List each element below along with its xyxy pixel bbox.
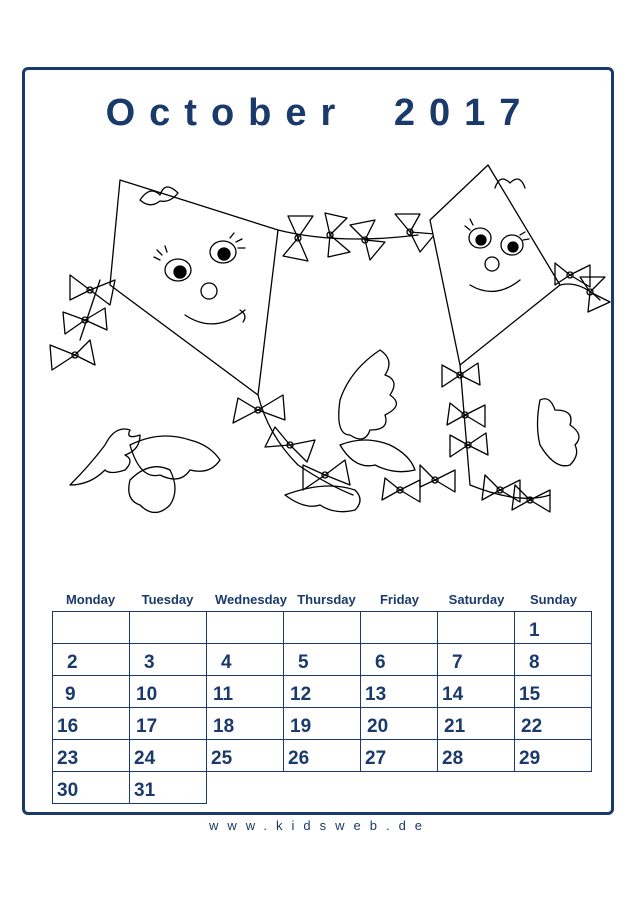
day-cell: 29 <box>514 739 592 772</box>
weekday-header <box>52 592 592 610</box>
day-cell: 16 <box>52 707 130 740</box>
connecting-bows <box>278 213 435 261</box>
weekday-friday: Friday <box>379 592 419 607</box>
day-cell: 9 <box>52 675 130 708</box>
day-cell <box>283 611 361 644</box>
day-cell: 28 <box>437 739 515 772</box>
day-cell: 23 <box>52 739 130 772</box>
weekday-tuesday: Tuesday <box>141 592 194 607</box>
day-cell <box>206 611 284 644</box>
website-footer: www.kidsweb.de <box>208 818 432 833</box>
day-cell: 19 <box>283 707 361 740</box>
day-cell <box>437 611 515 644</box>
day-cell: 3 <box>129 643 207 676</box>
day-cell: 1 <box>514 611 592 644</box>
left-kite <box>50 180 353 495</box>
year-label: 2017 <box>393 92 535 134</box>
day-cell: 31 <box>129 771 207 804</box>
day-cell: 22 <box>514 707 592 740</box>
day-cell: 7 <box>437 643 515 676</box>
day-cell: 20 <box>360 707 438 740</box>
right-kite <box>382 165 610 512</box>
day-cell: 26 <box>283 739 361 772</box>
day-cell: 30 <box>52 771 130 804</box>
weekday-wednesday: Wednesday <box>214 592 287 607</box>
page-title <box>0 92 640 135</box>
day-cell: 25 <box>206 739 284 772</box>
day-cell: 2 <box>52 643 130 676</box>
day-cell: 6 <box>360 643 438 676</box>
weekday-saturday: Saturday <box>448 592 505 607</box>
weekday-sunday: Sunday <box>530 592 577 607</box>
day-cell: 21 <box>437 707 515 740</box>
day-cell: 13 <box>360 675 438 708</box>
day-cell: 27 <box>360 739 438 772</box>
day-cell: 15 <box>514 675 592 708</box>
day-cell: 8 <box>514 643 592 676</box>
day-cell: 18 <box>206 707 284 740</box>
day-cell: 10 <box>129 675 207 708</box>
day-cell <box>360 611 438 644</box>
weekday-monday: Monday <box>65 592 116 607</box>
kites-illustration <box>40 160 620 540</box>
day-cell: 4 <box>206 643 284 676</box>
day-cell: 24 <box>129 739 207 772</box>
month-label: October <box>105 92 350 134</box>
weekday-thursday: Thursday <box>297 592 356 607</box>
day-cell: 5 <box>283 643 361 676</box>
day-cell <box>129 611 207 644</box>
day-cell: 17 <box>129 707 207 740</box>
calendar-grid <box>52 611 592 805</box>
day-cell: 12 <box>283 675 361 708</box>
day-cell: 14 <box>437 675 515 708</box>
day-cell <box>52 611 130 644</box>
day-cell: 11 <box>206 675 284 708</box>
